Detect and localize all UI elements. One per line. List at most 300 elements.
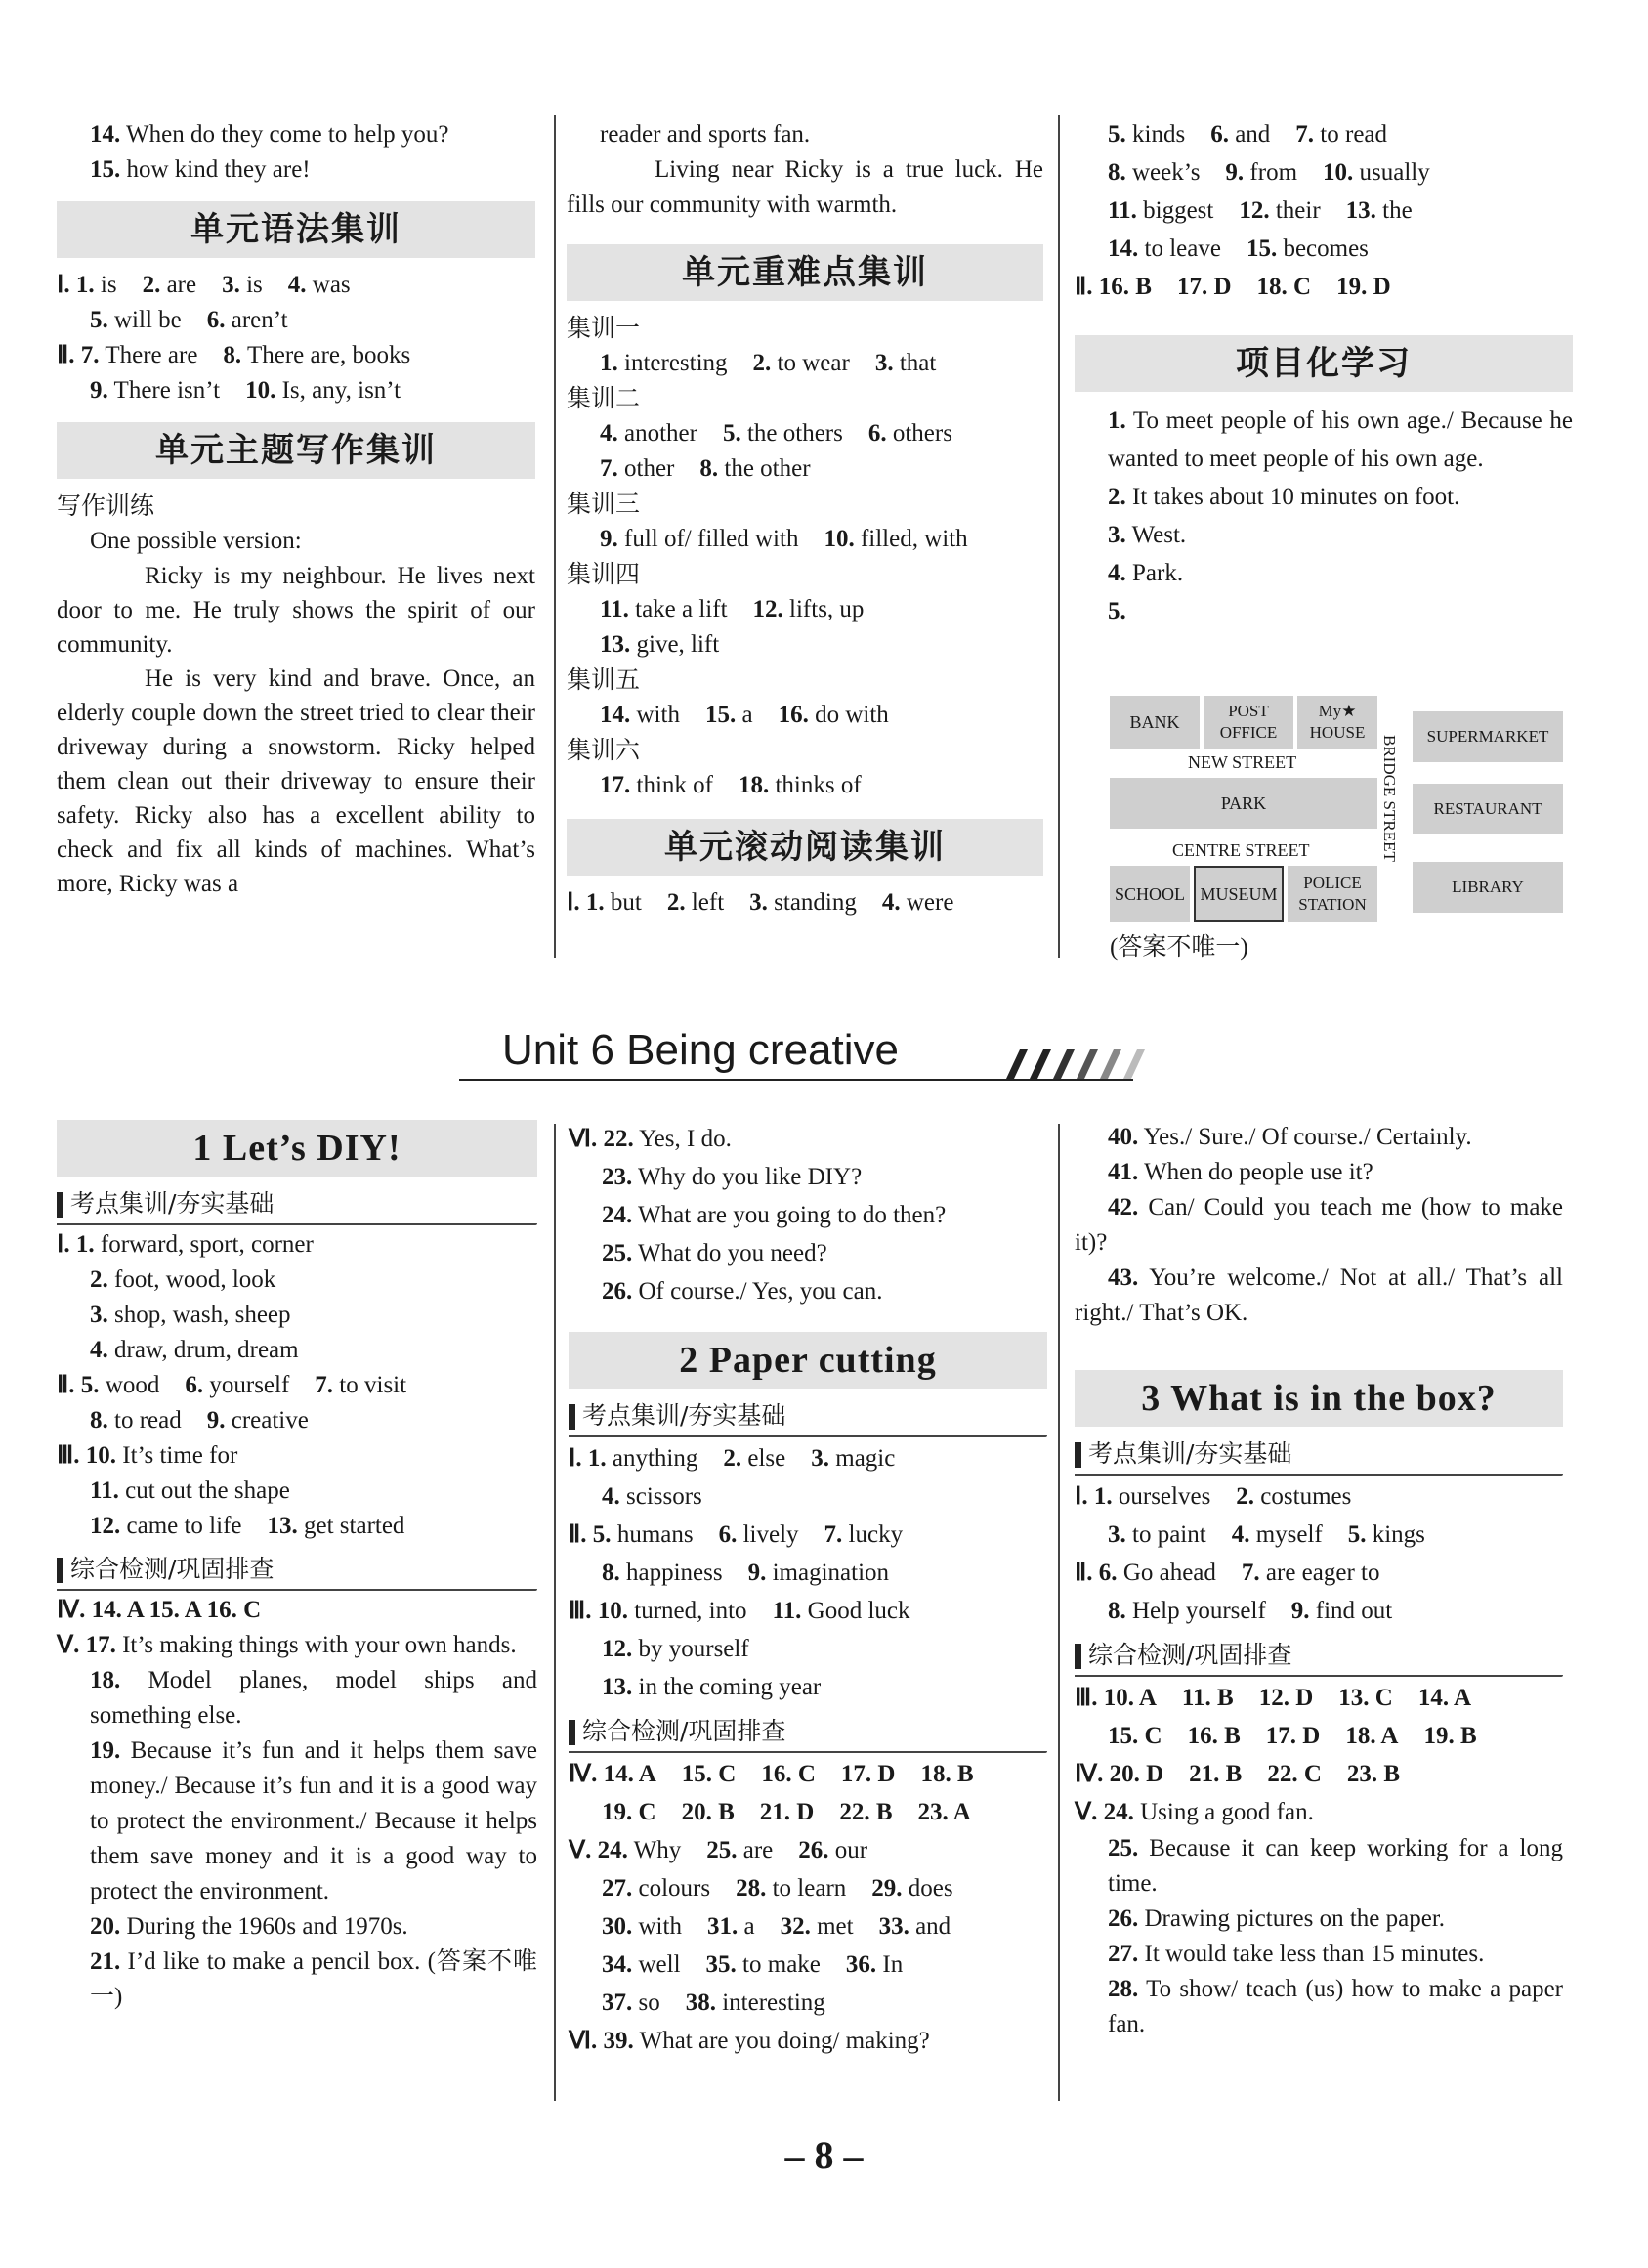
- answer-text: When do they come to help you?: [120, 121, 449, 148]
- answer-text: came to life: [120, 1513, 242, 1539]
- answer-number: Ⅲ. 10.: [57, 1442, 116, 1469]
- answer-text: Park.: [1132, 560, 1184, 586]
- answer-text: West.: [1131, 522, 1187, 548]
- drill-label: 集训二: [567, 384, 641, 412]
- answer-text: Yes, I do.: [633, 1126, 732, 1152]
- answer-item: [567, 889, 642, 916]
- answer-line: [57, 373, 535, 408]
- answer-number: 2.: [752, 350, 772, 376]
- answer-text: Why: [627, 1837, 682, 1863]
- answer-text: aren’t: [225, 307, 288, 333]
- answer-line: [57, 338, 535, 373]
- answer-number: 3.: [811, 1445, 829, 1472]
- answer-text: are: [737, 1837, 774, 1863]
- map-my-label: [1319, 701, 1357, 722]
- answer-number: 19. D: [1336, 274, 1391, 300]
- answer-item: [143, 272, 197, 298]
- answer-text: are eager to: [1259, 1560, 1380, 1586]
- writing-continued: reader and sports fan.: [600, 121, 811, 148]
- star-icon: ★: [1341, 702, 1357, 720]
- map-park: PARK: [1110, 778, 1377, 829]
- subhead-basic: 考点集训/夯实基础: [57, 1186, 537, 1221]
- answer-line: [57, 1227, 537, 1262]
- answer-number: 23.: [602, 1164, 633, 1190]
- answer-line: [1075, 1516, 1563, 1554]
- answer-number: 17. D: [1265, 1723, 1321, 1749]
- answer-number: 25.: [602, 1240, 633, 1266]
- answer-number: Ⅵ. 39.: [569, 2028, 634, 2054]
- answer-text: becomes: [1277, 235, 1369, 262]
- answer-number: 12. D: [1258, 1685, 1314, 1711]
- answer-text: kinds: [1125, 121, 1186, 148]
- answer-line: [569, 2022, 1047, 2060]
- answer-text: to leave: [1138, 235, 1221, 262]
- answer-item: [667, 889, 724, 916]
- answer-text: else: [741, 1445, 786, 1472]
- answer-number: Ⅴ. 24.: [569, 1837, 628, 1863]
- project-answer-1: 1. To meet people of his own age./ Because he wanted to meet people of his own age.: [1108, 407, 1573, 472]
- answer-item: [569, 1126, 732, 1152]
- answer-number: 11.: [1108, 197, 1137, 224]
- answer-text: lifts, up: [782, 596, 865, 622]
- answer-item: [1267, 1761, 1322, 1787]
- bottom-column-2: [569, 1120, 1047, 2060]
- answer-line: [57, 152, 535, 188]
- answer-line: [567, 885, 1043, 920]
- subhead-check: 综合检测/巩固排查: [1075, 1638, 1563, 1673]
- answer-item: [1108, 1521, 1206, 1548]
- answer-25: 25. Because it can keep working for a long time.: [1108, 1835, 1564, 1897]
- answer-item: [879, 1913, 951, 1940]
- answer-text: interesting: [617, 350, 728, 376]
- answer-item: [1189, 1761, 1242, 1787]
- answer-text: You’re welcome./ Not at all./ That’s all right./ That’s OK.: [1075, 1264, 1564, 1326]
- answer-item: [875, 350, 937, 376]
- answer-text: There isn’t: [107, 377, 221, 404]
- answer-text: Of course./ Yes, you can.: [632, 1278, 883, 1305]
- map-police-station: POLICE STATION: [1288, 866, 1377, 922]
- writing-text: Ricky is my neighbour. He lives next door to me. He truly shows the spirit of our community.: [57, 563, 535, 658]
- answer-number: 25.: [706, 1837, 738, 1863]
- answer-number: 26.: [602, 1278, 633, 1305]
- answer-text: a: [736, 702, 753, 728]
- answer-number: 11.: [772, 1598, 802, 1624]
- bottom-column-1: [57, 1120, 537, 2015]
- answer-item: [1348, 1521, 1425, 1548]
- answer-item: [57, 272, 117, 298]
- answer-text: costumes: [1254, 1483, 1352, 1510]
- answer-line: [569, 1592, 1047, 1630]
- answer-line: [567, 451, 1043, 487]
- answer-item: [569, 1521, 694, 1548]
- answer-item: [753, 596, 865, 622]
- answer-item: [57, 1372, 159, 1398]
- answer-item: [1225, 159, 1297, 186]
- answer-text: creative: [225, 1407, 309, 1434]
- answer-number: 2.: [142, 272, 161, 298]
- answer-item: [1108, 159, 1200, 186]
- answer-number: 29.: [871, 1875, 903, 1902]
- answer-item: [748, 1560, 889, 1586]
- answer-number: Ⅰ. 1.: [57, 1231, 95, 1258]
- answer-number: 20. B: [681, 1799, 735, 1825]
- answer-text: Is, any, isn’t: [275, 377, 401, 404]
- answer-number: Ⅴ. 24.: [1075, 1799, 1134, 1825]
- answer-item: [90, 156, 311, 183]
- answer-text: to learn: [766, 1875, 847, 1902]
- answer-text: does: [902, 1875, 953, 1902]
- answer-number: 34.: [602, 1951, 633, 1978]
- answer-item: [185, 1372, 289, 1398]
- answer-number: 13. C: [1338, 1685, 1393, 1711]
- answer-item: [1108, 235, 1221, 262]
- answer-number: Ⅲ. 10.: [569, 1598, 628, 1624]
- answer-number: 7.: [824, 1521, 843, 1548]
- answer-item: [90, 1266, 275, 1293]
- answer-text: do with: [808, 702, 889, 728]
- answer-line: [569, 1158, 1047, 1196]
- answer-number: Ⅳ. 14. A: [569, 1761, 656, 1787]
- answer-text: were: [900, 889, 954, 916]
- writing-paragraph-2: [57, 662, 535, 901]
- answer-text: the others: [740, 420, 843, 447]
- answer-number: 12.: [90, 1513, 121, 1539]
- answer-item: [223, 342, 410, 368]
- answer-item: [602, 1240, 827, 1266]
- answer-text: Can/ Could you teach me (how to make it)?: [1075, 1194, 1564, 1256]
- answer-item: [268, 1513, 405, 1539]
- answer-number: 19. B: [1423, 1723, 1477, 1749]
- answer-number: 28.: [736, 1875, 767, 1902]
- answer-text: are: [160, 272, 197, 298]
- answer-text: get started: [297, 1513, 405, 1539]
- subhead-basic: 考点集训/夯实基础: [1075, 1436, 1563, 1472]
- answer-line: [569, 1630, 1047, 1668]
- column-divider: [554, 115, 556, 958]
- answer-number: 4.: [600, 420, 618, 447]
- answer-line: [1075, 1592, 1563, 1630]
- writing-text: Living near Ricky is a true luck. He fills our community with warmth.: [567, 156, 1043, 218]
- subhead-check: 综合检测/巩固排查: [569, 1714, 1047, 1749]
- answer-item: [871, 1875, 952, 1902]
- answer-number: 5.: [90, 307, 108, 333]
- answer-line: [567, 592, 1043, 627]
- answer-line: [1075, 1477, 1563, 1516]
- answer-item: [1232, 1521, 1323, 1548]
- answer-40: 40. Yes./ Sure./ Of course./ Certainly.: [1108, 1124, 1472, 1150]
- answer-item: [749, 889, 857, 916]
- answer-number: 6.: [206, 307, 226, 333]
- drill-label: 集训一: [567, 314, 641, 342]
- answer-number: 5.: [1347, 1521, 1367, 1548]
- answer-number: 4.: [881, 889, 901, 916]
- answer-text: Why do you like DIY?: [632, 1164, 863, 1190]
- answer-text: and: [1228, 121, 1271, 148]
- grammar-banner: 单元语法集训: [57, 201, 535, 258]
- answer-number: 9.: [1290, 1598, 1310, 1624]
- answer-text: It would take less than 15 minutes.: [1144, 1941, 1485, 1967]
- answer-text: lucky: [842, 1521, 904, 1548]
- answer-text: so: [632, 1990, 660, 2016]
- answer-item: [1295, 121, 1387, 148]
- answer-text: interesting: [715, 1990, 825, 2016]
- answer-item: [569, 2028, 930, 2054]
- column-divider: [1058, 115, 1060, 958]
- answer-text: shop, wash, sheep: [107, 1302, 291, 1328]
- answer-number: 9.: [600, 526, 618, 552]
- answer-21: 21. I’d like to make a pencil box. (答案不唯一): [90, 1948, 538, 2010]
- answer-text: cut out the shape: [118, 1477, 290, 1504]
- answer-number: 6.: [185, 1372, 204, 1398]
- answer-line: [57, 1403, 537, 1438]
- answer-number: 5.: [1108, 121, 1126, 148]
- answer-item: [90, 121, 449, 148]
- answer-28: 28. To show/ teach (us) how to make a paper fan.: [1108, 1976, 1563, 2037]
- answer-number: 31.: [706, 1913, 739, 1940]
- answer-item: [569, 1837, 681, 1863]
- answer-number: 5.: [1108, 598, 1126, 624]
- answer-number: 4.: [602, 1483, 620, 1510]
- answer-text: thinks of: [769, 772, 862, 798]
- project-answer-4: 4. Park.: [1108, 560, 1184, 586]
- answer-item: [600, 772, 713, 798]
- answer-number: 7.: [1295, 121, 1315, 148]
- answer-item: [753, 350, 850, 376]
- answer-number: 17. D: [840, 1761, 896, 1787]
- answer-item: [602, 1483, 702, 1510]
- answer-number: 2.: [1236, 1483, 1255, 1510]
- answer-number: 14.: [600, 702, 631, 728]
- answer-number: 2.: [90, 1266, 108, 1293]
- answer-line: [569, 1516, 1047, 1554]
- answer-item: [602, 1990, 660, 2016]
- answer-number: Ⅰ. 1.: [567, 889, 605, 916]
- answer-item: [602, 1674, 821, 1700]
- answer-text: week’s: [1125, 159, 1201, 186]
- answer-number: 11. B: [1181, 1685, 1234, 1711]
- answer-number: 16. B: [1187, 1723, 1241, 1749]
- answer-number: 17.: [600, 772, 631, 798]
- answer-line: [567, 522, 1043, 557]
- answer-text: turned, into: [628, 1598, 747, 1624]
- answer-number: 8.: [699, 455, 719, 482]
- answer-text: Model planes, model ships and something else.: [90, 1667, 537, 1729]
- answer-text: was: [306, 272, 351, 298]
- answer-text: met: [810, 1913, 854, 1940]
- answer-text: other: [617, 455, 675, 482]
- answer-item: [600, 702, 680, 728]
- answer-text: our: [828, 1837, 868, 1863]
- answer-text: with: [630, 702, 680, 728]
- drill-label: 集训三: [567, 490, 641, 518]
- answer-number: 3.: [874, 350, 894, 376]
- answer-item: [1257, 274, 1312, 300]
- answer-line: [1075, 1793, 1563, 1831]
- answer-number: 3.: [90, 1302, 108, 1328]
- answer-line: [569, 1946, 1047, 1984]
- answer-item: [90, 1302, 291, 1328]
- answer-text: It’s time for: [116, 1442, 238, 1469]
- answer-line: [1075, 1717, 1563, 1755]
- answer-text: is: [239, 272, 263, 298]
- answer-number: 16.: [778, 702, 809, 728]
- answer-text: to make: [736, 1951, 821, 1978]
- answer-text: the other: [718, 455, 811, 482]
- answer-line: [57, 117, 535, 152]
- answer-number: 22. C: [1267, 1761, 1322, 1787]
- answer-number: 18. B: [920, 1761, 974, 1787]
- answer-text: filled, with: [854, 526, 968, 552]
- answer-number: Ⅱ. 16. B: [1075, 274, 1152, 300]
- answer-number: 15.: [1246, 235, 1278, 262]
- answer-item: [1418, 1685, 1471, 1711]
- answer-item: [569, 1598, 747, 1624]
- answer-item: [1346, 197, 1413, 224]
- answer-number: 7.: [1241, 1560, 1260, 1586]
- answer-number: Ⅱ. 6.: [1075, 1560, 1118, 1586]
- answer-line: [569, 1196, 1047, 1234]
- answer-item: [1075, 1483, 1210, 1510]
- answer-line: [569, 1755, 1047, 1793]
- answer-item: [602, 1799, 656, 1825]
- drill-label: 集训四: [567, 560, 641, 588]
- answer-number: 18. A: [1345, 1723, 1399, 1749]
- answer-number: 8.: [90, 1407, 108, 1434]
- answer-number: 18. C: [1256, 274, 1312, 300]
- answer-number: 9.: [1225, 159, 1245, 186]
- answer-text: with: [632, 1913, 682, 1940]
- answer-text: left: [685, 889, 725, 916]
- answer-line: [569, 1120, 1047, 1158]
- answer-text: find out: [1309, 1598, 1393, 1624]
- answer-item: [1108, 1723, 1162, 1749]
- answer-item: [719, 1521, 799, 1548]
- answer-number: Ⅱ. 5.: [569, 1521, 612, 1548]
- answer-number: 13.: [602, 1674, 633, 1700]
- answer-number: 15.: [704, 702, 737, 728]
- project-answer-3: 3. West.: [1108, 522, 1187, 548]
- answer-text: During the 1960s and 1970s.: [126, 1913, 408, 1940]
- answer-number: 10.: [824, 526, 855, 552]
- section-3-banner: 3 What is in the box?: [1075, 1370, 1563, 1427]
- answer-20: 20. During the 1960s and 1970s.: [90, 1913, 408, 1940]
- answer-number: 30.: [602, 1913, 633, 1940]
- answer-line: [1075, 192, 1573, 230]
- answer-text: ourselves: [1112, 1483, 1211, 1510]
- answer-number: 12.: [752, 596, 783, 622]
- project-answer-5: [1075, 592, 1573, 630]
- answer-item: [602, 1202, 946, 1228]
- answer-number: 23. B: [1346, 1761, 1401, 1787]
- answer-number: 9.: [747, 1560, 767, 1586]
- column-divider: [554, 1124, 556, 2101]
- key-points-banner: 单元重难点集训: [567, 244, 1043, 301]
- answer-item: [839, 1799, 892, 1825]
- writing-paragraph-3: [567, 152, 1043, 223]
- answer-text: What do you need?: [632, 1240, 827, 1266]
- bottom-column-3: [1075, 1120, 1563, 2042]
- answer-number: 21. D: [759, 1799, 815, 1825]
- answer-item: [811, 1445, 895, 1472]
- answer-line: [1075, 268, 1573, 306]
- answer-26: 26. Drawing pictures on the paper.: [1108, 1905, 1446, 1932]
- writing-intro: One possible version:: [90, 528, 302, 554]
- answer-number: 32.: [780, 1913, 811, 1940]
- answer-text: imagination: [766, 1560, 890, 1586]
- answer-number: Ⅲ. 10. A: [1075, 1685, 1157, 1711]
- answer-text: by yourself: [632, 1636, 749, 1662]
- answer-text: to wear: [771, 350, 850, 376]
- answer-number: 19. C: [602, 1799, 656, 1825]
- answer-item: [90, 377, 220, 404]
- answer-number: 3.: [1108, 1521, 1126, 1548]
- answer-item: [699, 455, 810, 482]
- answer-item: [706, 1951, 821, 1978]
- answer-item: [1108, 121, 1185, 148]
- answer-item: [1266, 1723, 1321, 1749]
- answer-item: [245, 377, 401, 404]
- answer-item: [288, 272, 351, 298]
- answer-item: [90, 1477, 290, 1504]
- answer-text: in the coming year: [632, 1674, 822, 1700]
- answer-number: 12.: [1239, 197, 1270, 224]
- answer-item: [707, 1913, 755, 1940]
- answer-line: [57, 303, 535, 338]
- answer-item: [602, 1913, 682, 1940]
- map-my-house: [1297, 696, 1377, 749]
- answer-item: [207, 307, 288, 333]
- answer-item: [600, 596, 728, 622]
- answer-number: Ⅵ. 22.: [569, 1126, 634, 1152]
- answer-text: lively: [737, 1521, 799, 1548]
- answer-line: [57, 1474, 537, 1509]
- section-2-banner: 2 Paper cutting: [569, 1332, 1047, 1389]
- answer-text: to visit: [333, 1372, 407, 1398]
- answer-line: [569, 1984, 1047, 2022]
- answer-number: 7.: [315, 1372, 334, 1398]
- answer-line: [567, 768, 1043, 803]
- answer-number: 8.: [1108, 1598, 1126, 1624]
- mc-answers: [57, 1593, 537, 1628]
- answer-line: [569, 1793, 1047, 1831]
- project-answer-2: 2. It takes about 10 minutes on foot.: [1108, 484, 1460, 510]
- top-column-1: [57, 117, 535, 901]
- answer-item: [602, 1875, 710, 1902]
- answer-item: [1424, 1723, 1477, 1749]
- answer-text: Using a good fan.: [1133, 1799, 1314, 1825]
- answer-number: 5.: [722, 420, 741, 447]
- answer-item: [90, 307, 182, 333]
- answer-item: [90, 1407, 182, 1434]
- answer-text: forward, sport, corner: [94, 1231, 314, 1258]
- answer-number: 23. A: [917, 1799, 971, 1825]
- answer-text: is: [94, 272, 117, 298]
- map-restaurant: RESTAURANT: [1413, 784, 1563, 834]
- answer-text: the: [1375, 197, 1413, 224]
- answer-item: [1182, 1685, 1234, 1711]
- answer-item: [600, 455, 674, 482]
- answer-line: [569, 1477, 1047, 1516]
- answer-text: yourself: [203, 1372, 290, 1398]
- answer-19: 19. Because it’s fun and it helps them save money./ Because it’s fun and it is a good way to protect the environment./ Because it helps them save money and it is a good way to protect the environment.: [90, 1737, 538, 1904]
- answer-number: 7.: [600, 455, 618, 482]
- answer-text: Yes./ Sure./ Of course./ Certainly.: [1143, 1124, 1472, 1150]
- answer-line: [567, 698, 1043, 733]
- answer-number: Ⅰ. 1.: [57, 272, 95, 298]
- answer-line: [569, 1272, 1047, 1310]
- answer-text: Drawing pictures on the paper.: [1144, 1905, 1446, 1932]
- answer-text: kings: [1366, 1521, 1425, 1548]
